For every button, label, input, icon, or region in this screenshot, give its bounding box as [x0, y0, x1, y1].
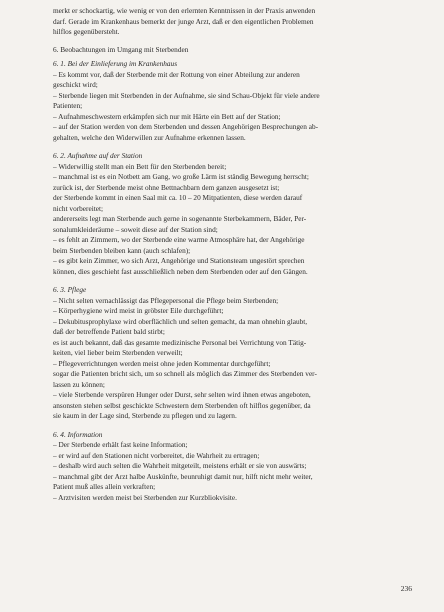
body-line: – Arztvisiten werden meist bei Sterbenden zur Kurzbliokvisite. — [53, 492, 237, 502]
body-line: – Körperhygiene wird meist in gröbster Eile durchgeführt; — [53, 306, 224, 315]
body-line: lassen zu können; — [53, 379, 105, 389]
subsection-title: 6. 3. Pflege — [53, 285, 87, 294]
body-line: andererseits legt man Sterbende auch gerne in sogenannte Sterbekammern, Bäder, Per- — [53, 214, 307, 223]
body-line: sogar die Patienten bricht sich, um so schnell als möglich das Zimmer des Sterbenden ver- — [53, 369, 317, 378]
document-body — [53, 6, 410, 507]
page-number: 236 — [400, 583, 412, 593]
body-line: können, dies geschieht fast ausschließlich neben dem Sterbenden oder auf den Gängen. — [53, 266, 308, 276]
body-line: keiten, viel lieber beim Sterbenden verweilt; — [53, 348, 183, 357]
body-line: – Nicht selten vernachlässigt das Pflegepersonal die Pflege beim Sterbenden; — [53, 295, 279, 305]
body-line: sonalumkleideräume – soweit diese auf der Station sind; — [53, 224, 218, 234]
subsection-title: 6. 2. Aufnahme auf der Station — [53, 151, 143, 160]
body-line: – Aufnahmeschwestern erkämpfen sich nur mit Härte ein Bett auf der Station; — [53, 111, 281, 121]
body-line: der Sterbende kommt in einen Saal mit ca. 10 – 20 Mitpatienten, diese werden darauf — [53, 193, 303, 202]
body-line: sie kaum in der Lage sind, Sterbende zu pflegen und zu lagern. — [53, 411, 237, 420]
subsection-title: 6. 4. Information — [53, 429, 103, 439]
body-line: – viele Sterbende verspüren Hunger oder Durst, sehr selten wird ihnen etwas angeboten, — [53, 390, 311, 399]
body-line: – Widerwillig stellt man ein Bett für den Sterbenden bereit; — [53, 161, 227, 171]
body-line: ansonsten stehen selbst geschickte Schwestern dem Sterbenden oft hilflos gegenüber, da — [53, 400, 311, 410]
body-line: – Der Sterbende erhält fast keine Information; — [53, 440, 188, 449]
body-line: – deshalb wird auch selten die Wahrheit mitgeteilt, meistens erhält er sie von auswärts; — [53, 461, 307, 470]
intro-line: darf. Gerade im Krankenhaus bemerkt der junge Arzt, daß er den eigentlichen Problemen — [53, 16, 314, 26]
body-line: nicht vorbereitet; — [53, 203, 104, 213]
body-line: – manchmal ist es ein Notbett am Gang, wo große Lärm ist ständig Bewegung herrscht; — [53, 172, 309, 181]
body-line: Patient muß alles allein verkraften; — [53, 482, 156, 491]
body-line: – Pflegeverrichtungen werden meist ohne jeden Kommentar durchgeführt; — [53, 358, 271, 368]
body-line: geschickt wird; — [53, 80, 98, 89]
body-line: Patienten; — [53, 101, 83, 110]
body-line: – manchmal gibt der Arzt halbe Auskünfte, beunruhigt damit nur, hilft nicht mehr weiter, — [53, 471, 313, 481]
intro-line: merkt er schockartig, wie wenig er von den erlernten Kenntnissen in der Praxis anwenden — [53, 6, 316, 15]
body-line: – Es kommt vor, daß der Sterbende mit der Rottung von einer Abteilung zur anderen — [53, 69, 300, 79]
body-line: daß der betreffende Patient bald stirbt; — [53, 327, 165, 336]
body-line: gehalten, welche den Widerwillen zur Aufnahme erkennen lassen. — [53, 132, 246, 142]
body-line: – er wird auf den Stationen nicht vorbereitet, die Wahrheit zu ertragen; — [53, 450, 260, 460]
section-title: 6. Beobachtungen im Umgang mit Sterbenden — [53, 44, 189, 54]
body-line: beim Sterbenden bleiben kann (auch schlafen); — [53, 245, 191, 255]
body-line: zurück ist, der Sterbende meist ohne Bettnachbarn dem ganzen ausgesetzt ist; — [53, 182, 280, 192]
body-line: – auf der Station werden von dem Sterbenden und dessen Angehörigen Besprechungen ab- — [53, 122, 319, 131]
body-line: – Sterbende liegen mit Sterbenden in der Aufnahme, sie sind Schau-Objekt für viele andere — [53, 90, 320, 100]
body-line: es ist auch bekannt, daß das gesamte medizinische Personal bei Verrichtung von Tätig- — [53, 337, 307, 347]
body-line: – es gibt kein Zimmer, wo sich Arzt, Angehörige und Stationsteam ungestört sprechen — [53, 256, 305, 265]
subsection-title: 6. 1. Bei der Einlieferung im Krankenhaus — [53, 59, 178, 68]
body-line: – es fehlt an Zimmern, wo der Sterbende eine warme Atmosphäre hat, der Angehörige — [53, 235, 305, 244]
body-line: – Dekubitusprophylaxe wird oberflächlich und selten gemacht, da man ohnehin glaubt, — [53, 316, 308, 326]
intro-line: hilflos gegenübersteht. — [53, 27, 120, 36]
